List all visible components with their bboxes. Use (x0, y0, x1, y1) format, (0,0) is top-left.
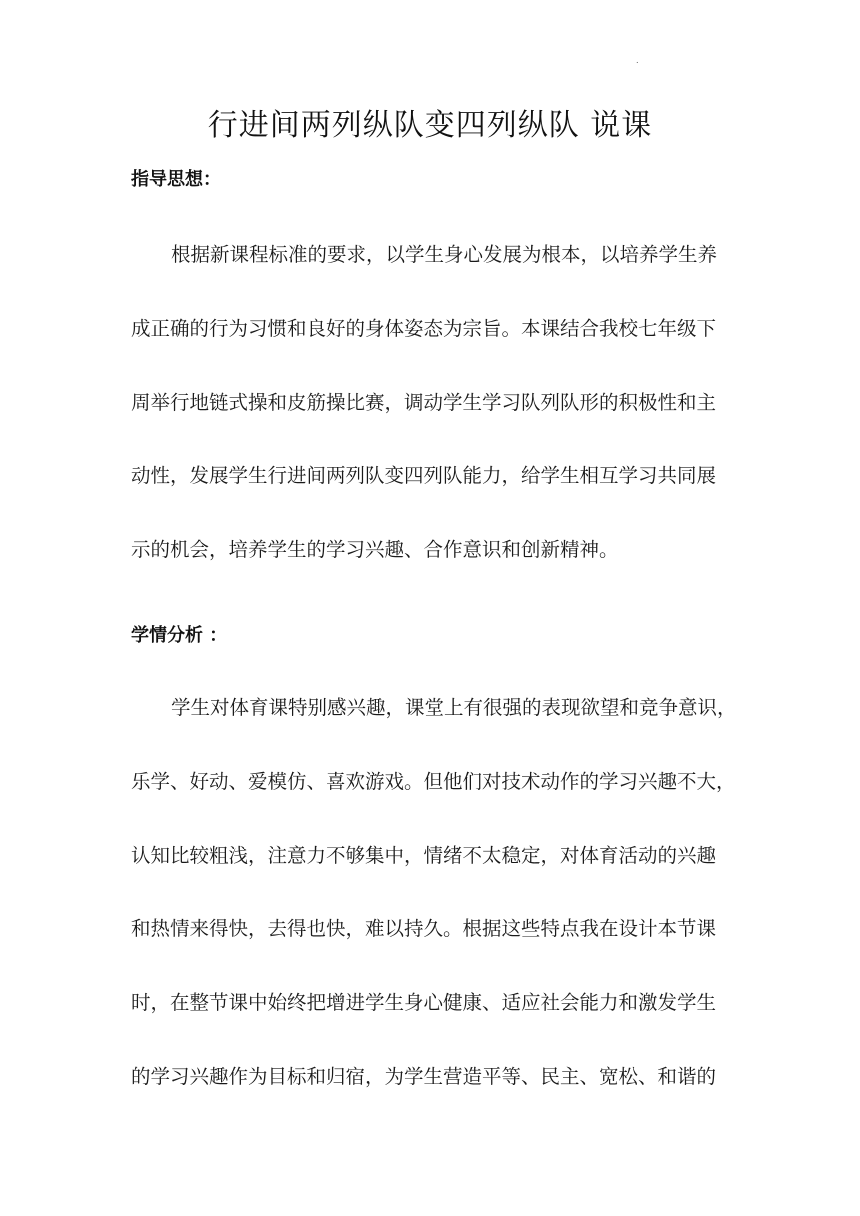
paragraph-line: 时，在整节课中始终把增进学生身心健康、适应社会能力和激发学生 (131, 991, 717, 1015)
paragraph-line: 根据新课程标准的要求，以学生身心发展为根本，以培养学生养 (171, 243, 718, 266)
page-mark: . (636, 56, 639, 65)
paragraph-guiding-ideology (131, 241, 741, 610)
section-heading-student-analysis: 学情分析 ： (131, 625, 228, 646)
document-title: 行进间两列纵队变四列纵队 说课 (207, 108, 653, 143)
paragraph-line: 学生对体育课特别感兴趣，课堂上有很强的表现欲望和竞争意识， (171, 696, 737, 719)
paragraph-line: 成正确的行为习惯和良好的身体姿态为宗旨。本课结合我校七年级下 (131, 316, 717, 340)
paragraph-student-analysis (131, 694, 741, 1137)
paragraph-line: 认知比较粗浅，注意力不够集中，情绪不太稳定，对体育活动的兴趣 (131, 843, 717, 867)
paragraph-line: 的学习兴趣作为目标和归宿，为学生营造平等、民主、宽松、和谐的 (131, 1064, 717, 1088)
paragraph-line: 乐学、好动、爱模仿、喜欢游戏。但他们对技术动作的学习兴趣不大， (131, 769, 736, 793)
paragraph-line: 周举行地链式操和皮筋操比赛，调动学生学习队列队形的积极性和主 (131, 390, 717, 414)
section-heading-guiding-ideology: 指导思想： (131, 169, 221, 190)
paragraph-line: 示的机会，培养学生的学习兴趣、合作意识和创新精神。 (131, 538, 619, 562)
paragraph-line: 动性，发展学生行进间两列队变四列队能力，给学生相互学习共同展 (131, 464, 717, 488)
paragraph-line: 和热情来得快，去得也快，难以持久。根据这些特点我在设计本节课 (131, 917, 717, 941)
